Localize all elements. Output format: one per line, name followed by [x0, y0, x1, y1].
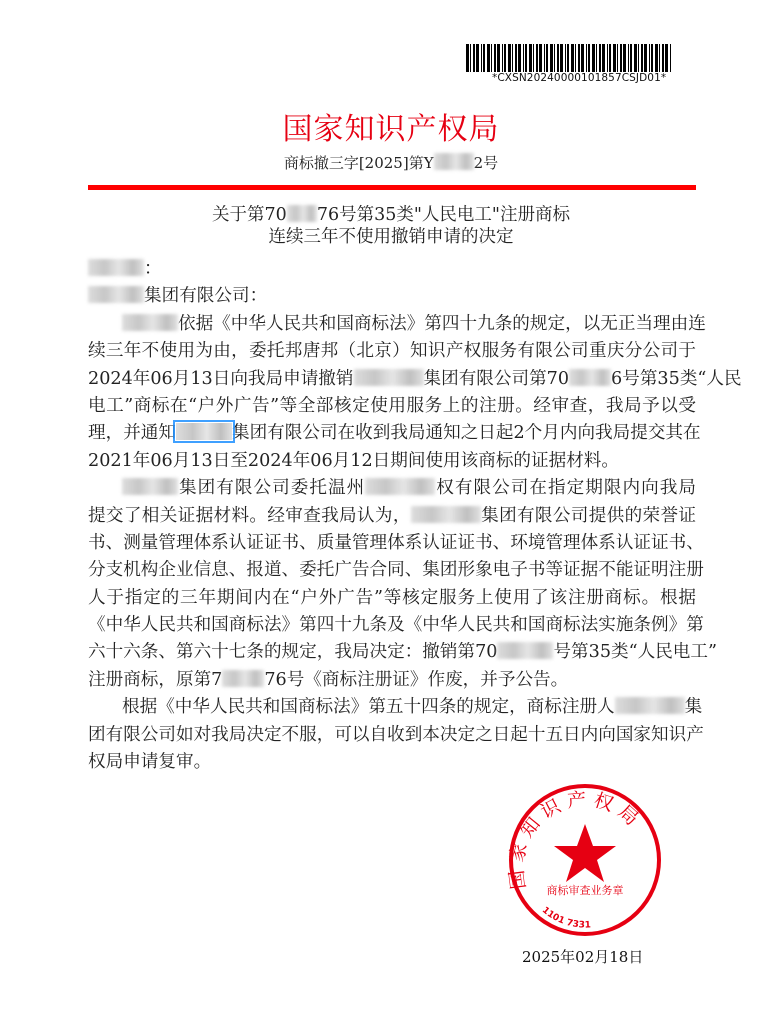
body-line [88, 448, 696, 475]
barcode-bar [476, 44, 479, 72]
body-text: 集团有限公司第70 [423, 368, 570, 389]
barcode-bar [539, 44, 542, 72]
body-line [88, 530, 704, 557]
barcode-bar [487, 44, 490, 72]
barcode-bar [620, 44, 622, 72]
barcode-bar [518, 44, 521, 72]
heading-line-1 [0, 204, 782, 226]
barcode-bar [560, 44, 563, 72]
body-text: 依据《中华人民共和国商标法》第四十九条的规定，以无正当理由连 [178, 313, 706, 334]
barcode-bar [578, 44, 580, 72]
redacted-text [88, 286, 144, 303]
barcode-bar [662, 44, 664, 72]
decision-date: 2025年02月18日 [522, 948, 644, 966]
svg-text:1101 7331: 1101 7331 [539, 905, 592, 931]
body-line [88, 585, 696, 612]
redacted-text [434, 153, 474, 170]
barcode-bar [544, 44, 545, 72]
redacted-text [497, 642, 553, 659]
barcode-bar [630, 44, 632, 72]
body-line [88, 283, 696, 310]
body-line [88, 366, 742, 393]
barcode-bar [623, 44, 626, 72]
barcode-bar [609, 44, 611, 72]
body-line [88, 612, 704, 639]
barcode-bar [613, 44, 616, 72]
body-text: 理，并通知 [88, 423, 176, 444]
document-number [0, 152, 782, 173]
barcode-bar [554, 44, 555, 72]
redacted-text [411, 506, 481, 523]
body-text: 权有限公司在指定期限内向我局 [435, 478, 696, 499]
barcode-bar [655, 44, 658, 72]
barcode-bar [628, 44, 629, 72]
barcode [466, 44, 672, 72]
redacted-text [287, 205, 317, 222]
redacted-text [365, 478, 435, 495]
barcode-bar [546, 44, 548, 72]
barcode-bar [483, 44, 485, 72]
body-text: 集团有限公司在收到我局通知之日起2个月内向我局提交其在 [231, 423, 701, 444]
barcode-bar [508, 44, 511, 72]
barcode-bar [617, 44, 618, 72]
selected-redacted-text[interactable] [176, 423, 232, 440]
body-text: 根据《中华人民共和国商标法》第五十四条的规定，商标注册人 [122, 697, 615, 718]
redacted-text [122, 314, 178, 331]
redacted-text [122, 478, 178, 495]
body-text: 注册商标，原第7 [88, 669, 223, 690]
body-line [88, 749, 696, 776]
redacted-text [569, 369, 611, 386]
barcode-bar [529, 44, 532, 72]
body-line [88, 722, 704, 749]
barcode-bar [581, 44, 584, 72]
body-text: 集团有限公司： [144, 286, 268, 307]
barcode-bar [515, 44, 517, 72]
red-divider [88, 185, 696, 190]
body-text: 号第35类“人民电工” [553, 642, 717, 663]
svg-text:国家知识产权局: 国家知识产权局 [505, 788, 647, 891]
barcode-bar [596, 44, 597, 72]
body-line [88, 557, 704, 584]
svg-text:商标审查业务章: 商标审查业务章 [546, 884, 624, 897]
barcode-bar [525, 44, 527, 72]
body-line [88, 256, 696, 283]
barcode-bar [638, 44, 639, 72]
barcode-bar [504, 44, 506, 72]
doc-number-prefix: 商标撤三字[2025]第Y [283, 154, 434, 172]
body-text: 集团有限公司提供的荣誉证 [480, 505, 696, 526]
barcode-bar [491, 44, 492, 72]
barcode-bar [470, 44, 471, 72]
barcode-bar [634, 44, 637, 72]
barcode-bar [670, 44, 671, 72]
barcode-bar [644, 44, 647, 72]
body-text: ： [144, 259, 162, 279]
body-text: 2021年06月13日至2024年06月12日期间使用该商标的证据材料。 [88, 450, 619, 471]
barcode-bar [567, 44, 569, 72]
barcode-bar [565, 44, 566, 72]
barcode-bar [588, 44, 590, 72]
body-text: 6号第35类“人民 [611, 368, 742, 389]
body-text: 分支机构企业信息、报道、委托广告合同、集团形象电子书等证据不能证明注册 [88, 560, 704, 581]
barcode-bar [550, 44, 553, 72]
body-line [88, 639, 717, 666]
body-line [88, 311, 706, 338]
body-text: 集团有限公司委托温州 [178, 478, 366, 499]
body-text: 《中华人民共和国商标法》第四十九条及《中华人民共和国商标法实施条例》第 [88, 615, 704, 636]
barcode-bar [641, 44, 643, 72]
barcode-text: *CXSN20240000101857CSJD01* [492, 72, 667, 84]
barcode-bar [502, 44, 503, 72]
star-icon [554, 824, 616, 882]
barcode-bar [533, 44, 534, 72]
heading-part: 76号第35类"人民电工"注册商标 [316, 205, 570, 225]
barcode-bar [497, 44, 500, 72]
barcode-bar [512, 44, 513, 72]
document-body [88, 256, 742, 776]
redacted-text [354, 369, 424, 386]
redacted-text [615, 697, 685, 714]
barcode-bar [665, 44, 668, 72]
doc-number-suffix: 2号 [473, 154, 499, 172]
barcode-bar [602, 44, 605, 72]
barcode-bar [557, 44, 559, 72]
heading-line-2: 连续三年不使用撤销申请的决定 [268, 227, 514, 247]
barcode-bar [651, 44, 653, 72]
barcode-bar [523, 44, 524, 72]
barcode-bar [649, 44, 650, 72]
body-line [88, 475, 696, 502]
body-text: 六十六条、第六十七条的规定，我局决定：撤销第70 [88, 642, 498, 663]
heading-part: 关于第70 [212, 205, 287, 225]
body-line [88, 393, 696, 420]
document-heading [0, 204, 782, 248]
body-text: 集 [684, 697, 703, 718]
barcode-bar [536, 44, 538, 72]
body-text: 人于指定的三年期间内在“户外广告”等核定服务上使用了该注册商标。根据 [88, 587, 696, 608]
barcode-bar [571, 44, 574, 72]
barcode-bar [599, 44, 601, 72]
agency-title: 国家知识产权局 [282, 112, 500, 147]
redacted-text [222, 670, 264, 687]
barcode-bar [575, 44, 576, 72]
body-text: 续三年不使用为由，委托邦唐邦（北京）知识产权服务有限公司重庆分公司于 [88, 341, 696, 362]
barcode-bar [659, 44, 660, 72]
redacted-text [88, 259, 144, 276]
body-text: 提交了相关证据材料。经审查我局认为， [88, 505, 411, 526]
body-line [88, 503, 696, 530]
body-line [88, 667, 696, 694]
barcode-bar [494, 44, 496, 72]
body-text: 76号《商标注册证》作废，并予公告。 [264, 669, 569, 690]
body-text: 2024年06月13日向我局申请撤销 [88, 368, 354, 389]
body-text: 书、测量管理体系认证证书、质量管理体系认证证书、环境管理体系认证证书、 [88, 532, 704, 553]
body-line [88, 338, 696, 365]
barcode-bar [473, 44, 475, 72]
official-seal [505, 782, 665, 942]
barcode-bar [586, 44, 587, 72]
barcode-bar [607, 44, 608, 72]
barcode-bar [481, 44, 482, 72]
body-text: 权局申请复审。 [88, 752, 212, 773]
body-line [88, 420, 701, 447]
body-line [88, 694, 703, 721]
barcode-bar [592, 44, 595, 72]
body-text: 电工”商标在“户外广告”等全部核定使用服务上的注册。经审查，我局予以受 [88, 395, 696, 416]
barcode-bar [466, 44, 469, 72]
body-text: 团有限公司如对我局决定不服，可以自收到本决定之日起十五日内向国家知识产 [88, 724, 704, 745]
